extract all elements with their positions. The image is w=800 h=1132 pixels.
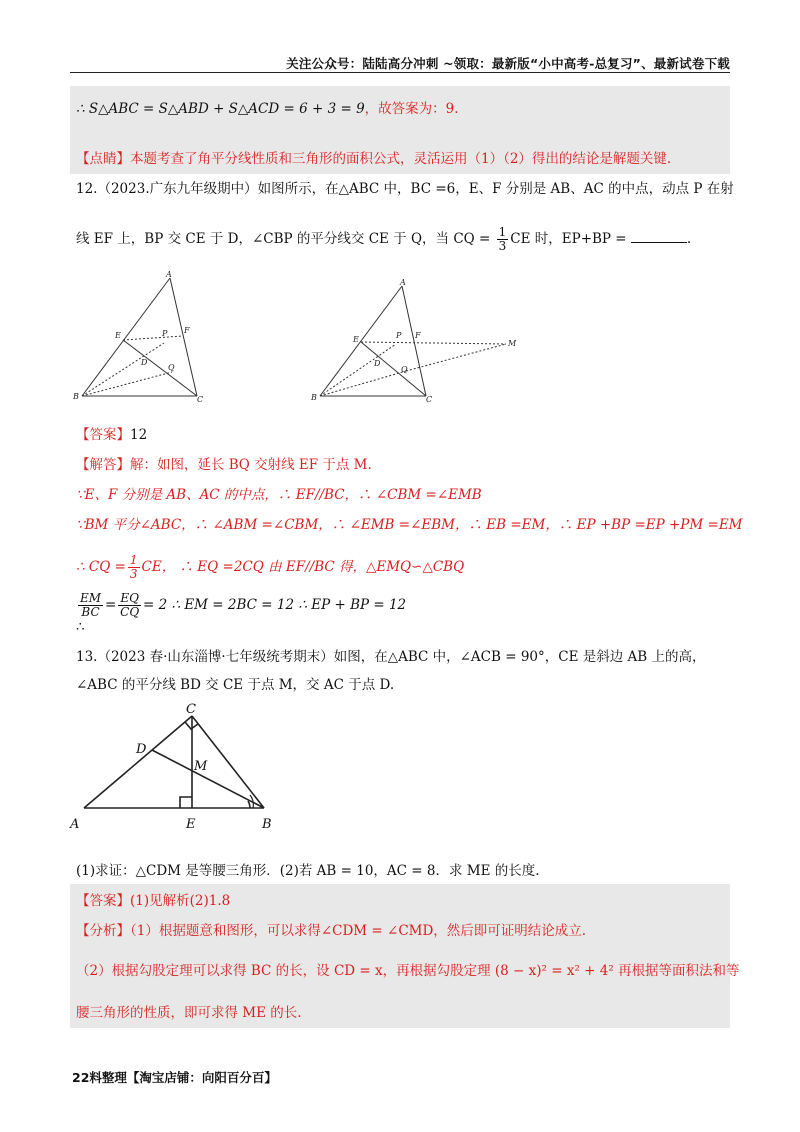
q13-analysis-1: （1）根据题意和图形，可以求得∠CDM = ∠CMD，然后即可证明结论成立. bbox=[130, 923, 587, 939]
fig2-label-q: Q bbox=[401, 365, 408, 374]
q13-label-e: E bbox=[186, 817, 196, 832]
header-rule bbox=[70, 72, 730, 73]
q13-label-d: D bbox=[136, 742, 147, 757]
q12-solution-line4 bbox=[76, 554, 464, 581]
q12-line2-text-a: 线 EF 上，BP 交 CE 于 D，∠CBP 的平分线交 CE 于 Q，当 CQ = bbox=[76, 231, 491, 247]
q12-line2-end: . bbox=[686, 231, 692, 247]
fig1-label-f: F bbox=[184, 326, 190, 335]
fig1-label-a: A bbox=[166, 270, 172, 279]
fig1-label-p: P bbox=[162, 329, 168, 338]
fig2-label-a: A bbox=[400, 278, 406, 287]
q13-line3: (1)求证：△CDM 是等腰三角形．(2)若 AB = 10，AC = 8．求 ME 的长度. bbox=[76, 863, 540, 879]
q12-answer-tag: 【答案】 bbox=[76, 427, 130, 443]
q12-solution-line2: ∵E、F 分别是 AB、AC 的中点，∴ EF//BC，∴ ∠CBM =∠EMB bbox=[76, 487, 482, 503]
q13-label-m: M bbox=[194, 759, 208, 774]
fig1-label-e: E bbox=[115, 331, 121, 340]
q12-solution-line1 bbox=[76, 456, 372, 474]
q12-sol5-d1: BC bbox=[81, 605, 100, 619]
q12-solution-line3: ∵BM 平分∠ABC，∴ ∠ABM =∠CBM，∴ ∠EMB =∠EBM，∴ EB =EM，∴ EP +BP =EP +PM =EM bbox=[76, 517, 743, 533]
q12-figure-2 bbox=[308, 276, 528, 410]
previous-formula: ∴ S△ABC = S△ABD + S△ACD = 6 + 3 = 9 bbox=[76, 101, 365, 117]
q12-sol4-a: ∴ CQ = bbox=[76, 559, 126, 575]
q12-sol4-num: 1 bbox=[129, 553, 138, 567]
q12-line2-text-b: CE 时，EP+BP = bbox=[510, 231, 627, 247]
q12-solution-1: 解：如图，延长 BQ 交射线 EF 于点 M. bbox=[130, 457, 372, 473]
fig2-label-p: P bbox=[396, 331, 402, 340]
previous-formula-line bbox=[76, 100, 459, 118]
fig1-label-d: D bbox=[141, 358, 148, 367]
fig2-label-f: F bbox=[415, 331, 421, 340]
previous-answer-tail: ，故答案为：9. bbox=[364, 101, 459, 117]
q12-sol5-frac2 bbox=[118, 592, 141, 619]
fig2-label-e: E bbox=[353, 335, 359, 344]
comment-text: 本题考查了角平分线性质和三角形的面积公式，灵活运用（1）（2）得出的结论是解题关键. bbox=[130, 151, 672, 167]
q13-label-a: A bbox=[70, 817, 80, 832]
q12-sol4-den: 3 bbox=[129, 567, 138, 581]
q13-label-b: B bbox=[262, 817, 272, 832]
q12-frac-num: 1 bbox=[498, 225, 507, 239]
q13-figure bbox=[66, 698, 296, 834]
q13-analysis-line3: 腰三角形的性质，即可求得 ME 的长. bbox=[76, 1005, 302, 1021]
q12-line2 bbox=[76, 226, 691, 253]
page-header: 关注公众号：陆陆高分冲刺 ~领取：最新版“小中高考-总复习”、最新试卷下载 bbox=[286, 56, 730, 71]
q12-sol4-b: CE， ∴ EQ =2CQ 由 EF//BC 得，△EMQ∽△CBQ bbox=[141, 559, 465, 575]
fig2-label-d: D bbox=[374, 359, 381, 368]
fig1-label-b: B bbox=[73, 392, 79, 401]
fig1-label-q: Q bbox=[168, 363, 175, 372]
q12-sol4-fraction bbox=[128, 554, 140, 581]
comment-line bbox=[76, 150, 671, 168]
fig2-label-b: B bbox=[311, 393, 317, 402]
q12-sol5-frac1 bbox=[78, 592, 103, 619]
q13-label-c: C bbox=[186, 702, 196, 717]
q13-line2: ∠ABC 的平分线 BD 交 CE 于点 M，交 AC 于点 D. bbox=[76, 677, 395, 693]
q12-frac-den: 3 bbox=[498, 239, 507, 253]
q12-sol5-rest: = 2 ∴ EM = 2BC = 12 ∴ EP + BP = 12 bbox=[142, 597, 407, 613]
comment-tag: 【点睛】 bbox=[76, 151, 130, 167]
fig1-label-c: C bbox=[197, 395, 204, 404]
q13-analysis-line2: （2）根据勾股定理可以求得 BC 的长，设 CD = x，再根据勾股定理 (8 − x)² = x² + 4² 再根据等面积法和等 bbox=[76, 963, 740, 979]
q13-answer-line bbox=[76, 892, 230, 910]
q12-answer-blank bbox=[631, 242, 687, 243]
q12-solution-line5: $\frac{EM}{BC}$ = $\frac{EQ}{CQ}$ = 2 ∴ EM = 2BC = 12 ∴ EP + BP = 12 bbox=[80, 591, 407, 619]
q12-figure-1 bbox=[70, 268, 220, 408]
q12-answer-value: 12 bbox=[130, 427, 148, 443]
fig2-label-c: C bbox=[426, 395, 433, 404]
page-footer: 22料整理【淘宝店铺：向阳百分百】 bbox=[72, 1070, 277, 1085]
q13-analysis-tag: 【分析】 bbox=[76, 923, 130, 939]
q13-analysis-line1 bbox=[76, 922, 586, 940]
fig2-label-m: M bbox=[508, 339, 517, 348]
q12-solution-tag: 【解答】 bbox=[76, 457, 130, 473]
q12-line1: 12.（2023.广东九年级期中）如图所示，在△ABC 中，BC =6，E、F 分别是 AB、AC 的中点，动点 P 在射 bbox=[76, 181, 734, 197]
q12-sol5-n1: EM bbox=[80, 591, 102, 605]
q13-answer-value: (1)见解析(2)1.8 bbox=[130, 893, 231, 909]
q12-sol5-d2: CQ bbox=[120, 605, 140, 619]
q12-answer-line bbox=[76, 426, 147, 444]
q12-fraction bbox=[497, 226, 509, 253]
q13-answer-tag: 【答案】 bbox=[76, 893, 130, 909]
q13-line1: 13.（2023 春·山东淄博·七年级统考期末）如图，在△ABC 中，∠ACB = 90°，CE 是斜边 AB 上的高， bbox=[76, 649, 706, 665]
q12-sol5-n2: EQ bbox=[120, 591, 139, 605]
q12-sol5-therefore: ∴ bbox=[76, 619, 85, 635]
